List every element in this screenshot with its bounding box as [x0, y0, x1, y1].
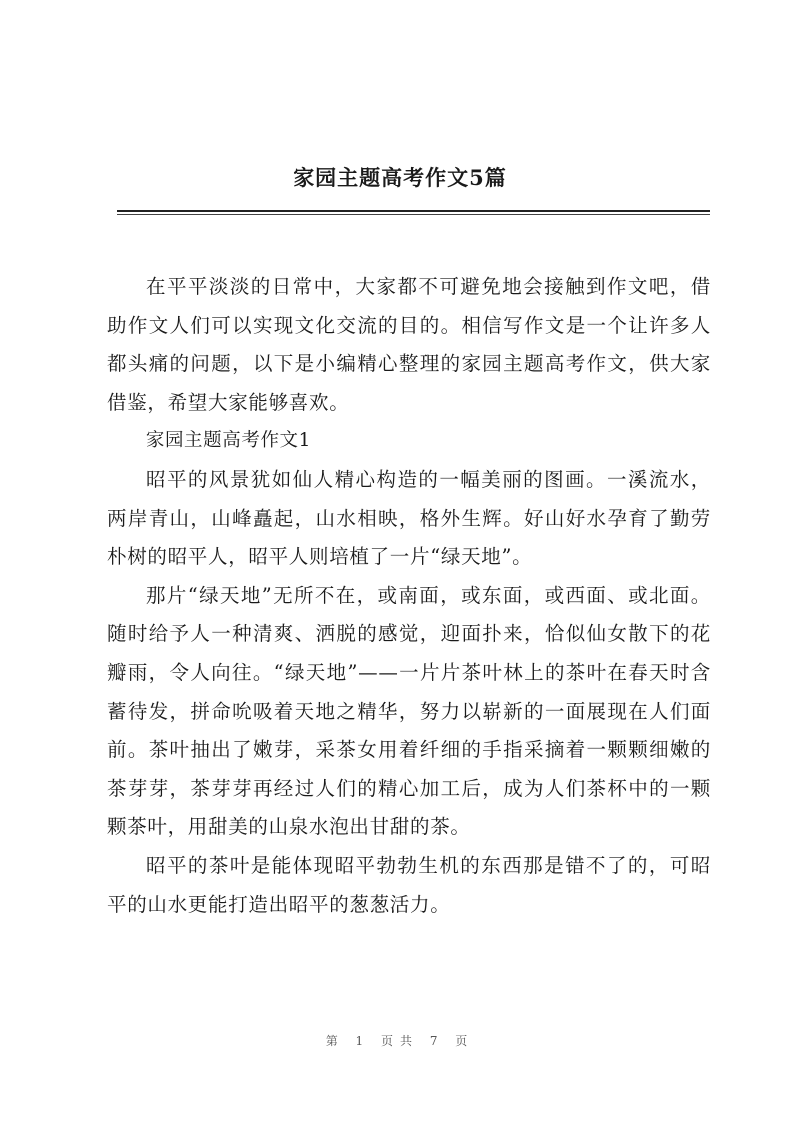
- essay-paragraph: 昭平的风景犹如仙人精心构造的一幅美丽的图画。一溪流水，两岸青山，山峰矗起，山水相映，格外生辉。好山好水孕育了勤劳朴树的昭平人，昭平人则培植了一片“绿天地”。: [107, 467, 711, 569]
- essay-paragraph: 昭平的茶叶是能体现昭平勃勃生机的东西那是错不了的，可昭平的山水更能打造出昭平的葱葱活力。: [107, 853, 711, 916]
- intro-paragraph: 在平平淡淡的日常中，大家都不可避免地会接触到作文吧，借助作文人们可以实现文化交流的目的。相信写作文是一个让许多人都头痛的问题，以下是小编精心整理的家园主题高考作文，供大家借鉴，希望大家能够喜欢。: [107, 275, 711, 414]
- essay-paragraph: 那片“绿天地”无所不在，或南面，或东面，或西面、或北面。随时给予人一种清爽、洒脱的感觉，迎面扑来，恰似仙女散下的花瓣雨，令人向往。“绿天地”——一片片茶叶林上的茶叶在春天时含蓄待发，拼命吮吸着天地之精华，努力以崭新的一面展现在人们面前。茶叶抽出了嫩芽，采茶女用着纤细的手指采摘着一颗颗细嫩的茶芽芽，茶芽芽再经过人们的精心加工后，成为人们茶杯中的一颗颗茶叶，用甜美的山泉水泡出甘甜的茶。: [107, 583, 711, 839]
- document-title: 家园主题高考作文5篇: [293, 165, 507, 190]
- title-divider-thick: [117, 210, 710, 212]
- essay-heading: 家园主题高考作文1: [145, 430, 312, 452]
- document-body: [107, 268, 711, 924]
- page-number-footer: 第 1 页共 7 页: [325, 1034, 475, 1048]
- title-divider-thin: [117, 214, 710, 215]
